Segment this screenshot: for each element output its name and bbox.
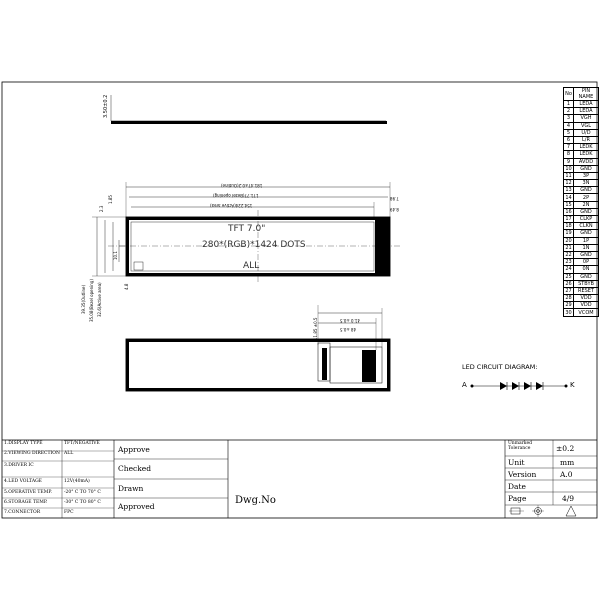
spec-value: 12V(40mA): [64, 479, 90, 484]
spec-row: [2, 477, 114, 486]
approved-label: Approved: [118, 502, 155, 511]
dim-right-top: 7.98: [390, 196, 399, 201]
pin-name: 3P: [574, 172, 599, 179]
pin-number: 15: [565, 201, 572, 208]
pin-number: 9: [564, 158, 574, 165]
checked-label: Checked: [118, 464, 151, 473]
pin-row: [564, 108, 599, 115]
spec-label: 1.DISPLAY TYPE: [4, 441, 43, 446]
pin-number: 8: [564, 151, 574, 158]
pin-name: VGL: [574, 122, 599, 129]
pin-name: 1P: [574, 237, 599, 244]
pin-number: 3: [564, 115, 574, 122]
pin-name: 2N: [574, 201, 599, 208]
pin-name: GND: [574, 187, 599, 194]
pin-name: VGH: [574, 115, 599, 122]
pin-number: 17: [565, 216, 572, 223]
dim-side: 4.8: [124, 283, 129, 290]
dim-right-bottom: 8.49: [390, 207, 399, 212]
spec-value: ALL: [64, 451, 74, 456]
pin-name: AVDD: [574, 158, 599, 165]
pin-number: 19: [565, 230, 572, 237]
top-view-body: [111, 121, 387, 124]
drawn-label: Drawn: [118, 484, 144, 493]
dim-active: 154.224(Active area): [210, 203, 253, 208]
pin-number: 29: [565, 302, 572, 309]
pin-row: [564, 295, 599, 302]
pin-row: [564, 287, 599, 294]
pin-name: L/R: [574, 136, 599, 143]
dim-bezel: 171.77(Bezel opening): [213, 193, 259, 198]
pin-name: 2P: [574, 194, 599, 201]
dim-left-b: 1.85: [108, 195, 113, 204]
pin-name: GND: [574, 273, 599, 280]
panel-view: ALL: [243, 261, 260, 271]
approve-label: Approve: [118, 445, 150, 454]
dim-left-c: 10.1: [113, 251, 118, 260]
pin-row: [564, 180, 599, 187]
pin-number: 25: [565, 273, 572, 280]
dim-back-c: 48 ±0.5: [340, 327, 357, 332]
pin-row: [564, 187, 599, 194]
pin-name: LEDK: [574, 144, 599, 151]
spec-label: 4.LED VOLTAGE: [4, 479, 42, 484]
spec-row: [2, 488, 114, 497]
pin-row: [564, 158, 599, 165]
dim-back-a: 11.85 ±0.5: [313, 317, 318, 340]
pin-number: 18: [565, 223, 572, 230]
dim-height-outline: 39.35(Outline): [81, 284, 86, 314]
page-value: 4/9: [562, 494, 575, 503]
pin-row: [564, 122, 599, 129]
pin-row: [564, 251, 599, 258]
pin-name: CLKN: [574, 223, 599, 230]
pin-row: [564, 230, 599, 237]
spec-label: 3.DRIVER IC: [4, 463, 34, 468]
led-label: LED CIRCUIT DIAGRAM:: [462, 363, 538, 371]
panel-resolution: 280*(RGB)*1424 DOTS: [202, 240, 306, 250]
pin-row: [564, 237, 599, 244]
pin-row: [564, 201, 599, 208]
spec-value: TFT/NEGATIVE: [64, 441, 100, 446]
tolerance-value: ±0.2: [556, 444, 575, 453]
spec-label: 2.VIEWING DIRECTION: [4, 451, 60, 456]
pin-number: 6: [564, 136, 574, 143]
dim-outline: 181.47±0.2(Outline): [221, 183, 263, 188]
pin-name: LEDA: [574, 108, 599, 115]
spec-label: 6.STORAGE TEMP.: [4, 500, 48, 505]
pin-row: [564, 172, 599, 179]
pin-number: 10: [565, 165, 572, 172]
pin-row: [564, 151, 599, 158]
pin-table-header: [564, 88, 599, 101]
pin-number: 7: [564, 144, 574, 151]
pin-number: 22: [565, 252, 572, 259]
tolerance-label: Unmarked Tolerance: [508, 441, 533, 451]
spec-row: [2, 461, 114, 470]
dim-thickness: 3.50±0.2: [103, 94, 109, 118]
pin-number: 1: [564, 101, 574, 108]
pin-row: [564, 266, 599, 273]
pin-number: 24: [565, 266, 572, 273]
pin-row: [564, 280, 599, 287]
dim-back-b: 41.0 ±0.5: [340, 318, 360, 323]
pin-name: GND: [574, 251, 599, 258]
unit-label: Unit: [508, 458, 525, 467]
led-circuit: [471, 382, 568, 390]
pin-number: 20: [565, 237, 572, 244]
pin-row: [564, 259, 599, 266]
pin-row: [564, 208, 599, 215]
pin-row: [564, 223, 599, 230]
pin-name: VDD: [574, 302, 599, 309]
pin-name: CLKP: [574, 216, 599, 223]
spec-row: [2, 498, 114, 507]
pin-number: 16: [565, 208, 572, 215]
pin-row: [564, 194, 599, 201]
pin-row: [564, 129, 599, 136]
dwg-no-label: Dwg.No: [235, 495, 276, 506]
version-value: A.0: [560, 470, 573, 479]
led-anode: A: [462, 381, 467, 389]
unit-value: mm: [560, 458, 575, 467]
pin-name: VCOM: [574, 309, 599, 316]
pin-row: [564, 115, 599, 122]
spec-row: [2, 439, 114, 448]
spec-row: [2, 449, 114, 458]
pin-name: LEDK: [574, 151, 599, 158]
date-label: Date: [508, 482, 526, 491]
spec-row: [2, 508, 114, 517]
pin-name: GND: [574, 165, 599, 172]
spec-label: 5.OPERATIVE TEMP.: [4, 490, 52, 495]
spec-value: FPC: [64, 510, 74, 515]
dim-height-active: 32.6(Active area): [97, 282, 102, 317]
pin-row: [564, 144, 599, 151]
pin-name: STBYB: [574, 280, 599, 287]
spec-label: 7.CONNECTOR: [4, 510, 41, 515]
pin-name: LEDA: [574, 101, 599, 108]
pin-header-name: PIN NAME: [574, 88, 599, 101]
version-label: Version: [508, 470, 537, 479]
spec-value: -30° C TO 80° C: [64, 500, 101, 505]
pin-row: [564, 273, 599, 280]
pin-row: [564, 216, 599, 223]
spec-value: -20° C TO 70° C: [64, 490, 101, 495]
pin-row: [564, 101, 599, 108]
pin-number: 28: [565, 295, 572, 302]
pin-number: 27: [565, 287, 572, 294]
pin-name: VDD: [574, 295, 599, 302]
panel-title: TFT 7.0": [228, 224, 266, 234]
page-label: Page: [508, 494, 527, 503]
pin-row: [564, 165, 599, 172]
pin-row: [564, 309, 599, 316]
pin-name: RESET: [574, 287, 599, 294]
warning-icon: [566, 506, 576, 516]
pin-number: 14: [565, 194, 572, 201]
pin-number: 4: [564, 122, 574, 129]
pin-name: 0N: [574, 266, 599, 273]
pin-name: 1N: [574, 244, 599, 251]
pin-number: 5: [564, 129, 574, 136]
pin-number: 11: [565, 172, 572, 179]
dim-height-bezel: 35.08(Bezel opening): [89, 279, 94, 322]
pin-number: 12: [565, 180, 572, 187]
pin-number: 23: [565, 259, 572, 266]
pin-number: 2: [564, 108, 574, 115]
pin-name: U/D: [574, 129, 599, 136]
dim-left-a: 2.3: [99, 205, 104, 212]
pin-number: 21: [565, 244, 572, 251]
pin-row: [564, 244, 599, 251]
pin-name: 0P: [574, 259, 599, 266]
pin-number: 26: [565, 280, 572, 287]
pin-table: [563, 87, 599, 317]
pin-name: GND: [574, 208, 599, 215]
pin-row: [564, 136, 599, 143]
pin-number: 13: [565, 187, 572, 194]
pin-number: 30: [565, 309, 572, 316]
pin-header-no: No: [564, 88, 574, 101]
led-cathode: K: [570, 381, 575, 389]
pin-name: 3N: [574, 180, 599, 187]
pin-name: GND: [574, 230, 599, 237]
pin-row: [564, 302, 599, 309]
